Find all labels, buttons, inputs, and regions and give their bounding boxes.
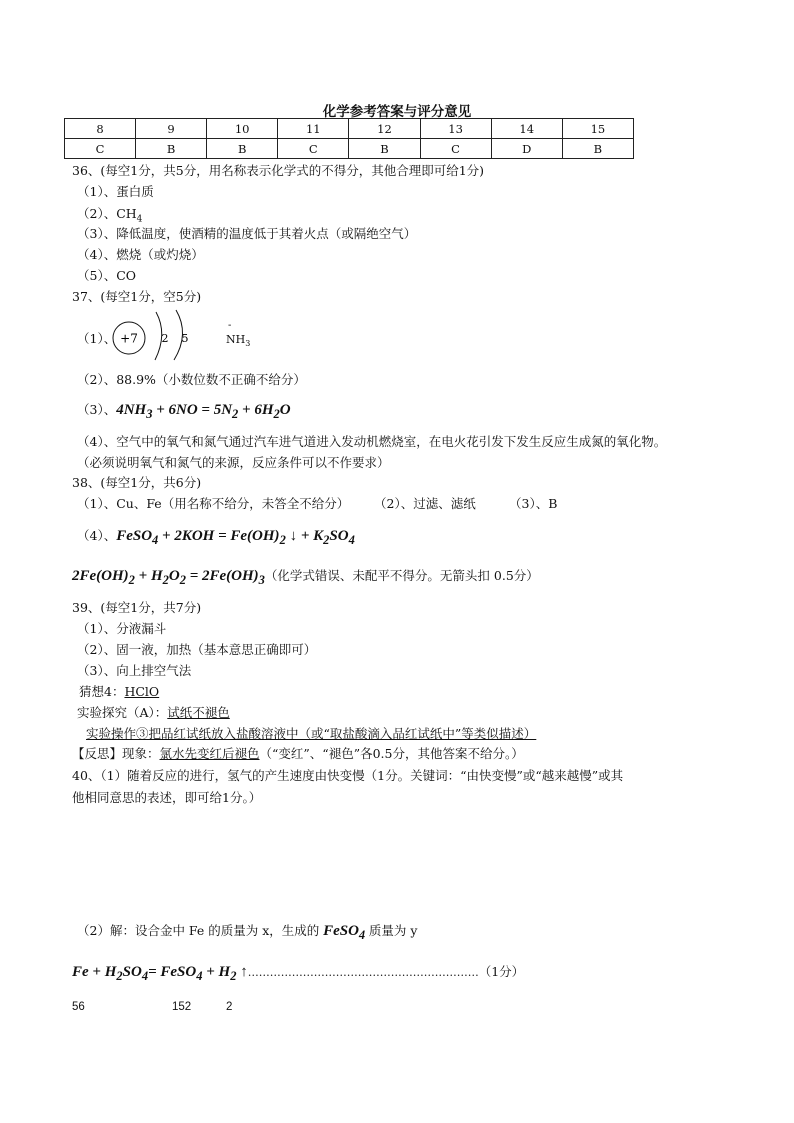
q36-answer-3: （3）、降低温度，使酒精的温度低于其着火点（或隔绝空气） bbox=[77, 226, 417, 241]
table-row bbox=[65, 119, 634, 139]
table-cell: B bbox=[562, 139, 633, 159]
molar-mass-fe: 56 bbox=[72, 1001, 85, 1013]
q40-answer-1-line-2: 他相同意思的表述，即可给1分。） bbox=[72, 790, 262, 805]
table-cell: 15 bbox=[562, 119, 633, 139]
nucleus-charge: +7 bbox=[120, 331, 138, 346]
q36-answer-2: （2）、$CH_4$ bbox=[77, 206, 143, 225]
q37-answer-2: （2）、88.9%（小数位数不正确不给分） bbox=[77, 372, 306, 387]
q38-answer-3: （3）、B bbox=[509, 496, 558, 511]
shell-1-electrons: 2 bbox=[161, 332, 169, 345]
q38-answer-4-continued: $2Fe(OH)_2 + H_2O_2 = 2Fe(OH)_3$（化学式错误、未配平不得分。无箭头扣 0.5分） bbox=[72, 568, 539, 587]
q37-header: 37、(每空1分，空5分) bbox=[72, 289, 202, 304]
q39-answer-3: （3）、向上排空气法 bbox=[77, 663, 192, 678]
atom-structure-diagram bbox=[108, 304, 208, 364]
table-cell: C bbox=[278, 139, 349, 159]
q39-answer-2: （2）、固一液，加热（基本意思正确即可） bbox=[77, 642, 317, 657]
table-cell: 14 bbox=[491, 119, 562, 139]
equation-fe-oh-oxidation: $2Fe(OH)_2 + H_2O_2 = 2Fe(OH)_3$ bbox=[72, 568, 265, 587]
nh3-charge-mark: - bbox=[228, 320, 232, 331]
q37-answer-1-label: （1）、 bbox=[77, 331, 117, 346]
table-cell: 10 bbox=[207, 119, 278, 139]
q39-guess-4: 猜想4：HClO bbox=[79, 684, 160, 699]
table-row bbox=[65, 139, 634, 159]
feso4-formula: FeSO$_4$ bbox=[319, 923, 366, 942]
q36-header: 36、(每空1分，共5分，用名称表示化学式的不得分，其他合理即可给1分) bbox=[72, 163, 485, 178]
table-cell: C bbox=[420, 139, 491, 159]
q36-answer-1: （1）、蛋白质 bbox=[77, 184, 154, 199]
table-cell: B bbox=[207, 139, 278, 159]
table-cell: C bbox=[65, 139, 136, 159]
q40-equation: $Fe + H_2SO_4=$ FeSO$_4$ + $H_2$ ↑………………………………………………………（1分） bbox=[72, 964, 525, 983]
molar-mass-feso4: 152 bbox=[172, 1001, 192, 1013]
molar-mass-h2: 2 bbox=[226, 1001, 233, 1013]
q39-reflection: 【反思】现象：氯水先变红后褪色（“变红”、“褪色”各0.5分，其他答案不给分。） bbox=[72, 746, 524, 761]
q38-header: 38、(每空1分，共6分) bbox=[72, 475, 202, 490]
q38-answer-1: （1）、Cu、Fe（用名称不给分，未答全不给分） bbox=[77, 496, 350, 511]
q37-answer-4-line-1: （4）、空气中的氧气和氮气通过汽车进气道进入发动机燃烧室，在电火花引发下发生反应生成氮的氧化物。 bbox=[77, 434, 667, 449]
q37-answer-4-line-2: （必须说明氧气和氮气的来源，反应条件可以不作要求） bbox=[77, 455, 390, 470]
table-cell: 12 bbox=[349, 119, 420, 139]
equation-nh3-no: $4NH_3 + 6NO = 5N_2 + 6H_2O$ bbox=[116, 402, 291, 421]
nh3-formula: $NH_3$ bbox=[226, 333, 251, 349]
table-cell: 9 bbox=[136, 119, 207, 139]
q39-answer-1: （1）、分液漏斗 bbox=[77, 621, 167, 636]
table-cell: D bbox=[491, 139, 562, 159]
equation-fe-h2so4: $Fe + H_2SO_4=$ FeSO$_4$ + $H_2$ ↑ bbox=[72, 964, 248, 983]
shell-2-electrons: 5 bbox=[181, 332, 189, 345]
q39-experiment: 实验探究（A）：试纸不褪色 bbox=[77, 705, 230, 720]
answer-table bbox=[64, 118, 634, 159]
page-title: 化学参考答案与评分意见 bbox=[322, 104, 472, 120]
q38-answer-2: （2）、过滤、滤纸 bbox=[374, 496, 476, 511]
q39-operation: 实验操作③把品红试纸放入盐酸溶液中（或“取盐酸滴入品红试纸中”等类似描述） bbox=[86, 726, 537, 741]
table-cell: 8 bbox=[65, 119, 136, 139]
table-cell: B bbox=[349, 139, 420, 159]
table-cell: 13 bbox=[420, 119, 491, 139]
q38-answer-4: （4）、FeSO$_4$ + $2KOH = Fe(OH)_2$ ↓ + $K_2SO_4$ bbox=[77, 528, 355, 547]
equation-feso4-koh: FeSO$_4$ + $2KOH = Fe(OH)_2$ ↓ + $K_2SO_4$ bbox=[116, 528, 355, 547]
q40-solution-setup: （2）解：设合金中 Fe 的质量为 x，生成的 FeSO$_4$ 质量为 y bbox=[77, 923, 418, 942]
q37-answer-3: （3）、$4NH_3 + 6NO = 5N_2 + 6H_2O$ bbox=[77, 402, 291, 421]
table-cell: B bbox=[136, 139, 207, 159]
q40-answer-1-line-1: 40、（1）随着反应的进行，氢气的产生速度由快变慢（1分。关键词：“由快变慢”或“越来越慢”或其 bbox=[72, 768, 624, 783]
table-cell: 11 bbox=[278, 119, 349, 139]
q36-answer-4: （4）、燃烧（或灼烧） bbox=[77, 247, 204, 262]
q36-answer-5: （5）、CO bbox=[77, 268, 137, 283]
q39-header: 39、(每空1分，共7分) bbox=[72, 600, 202, 615]
